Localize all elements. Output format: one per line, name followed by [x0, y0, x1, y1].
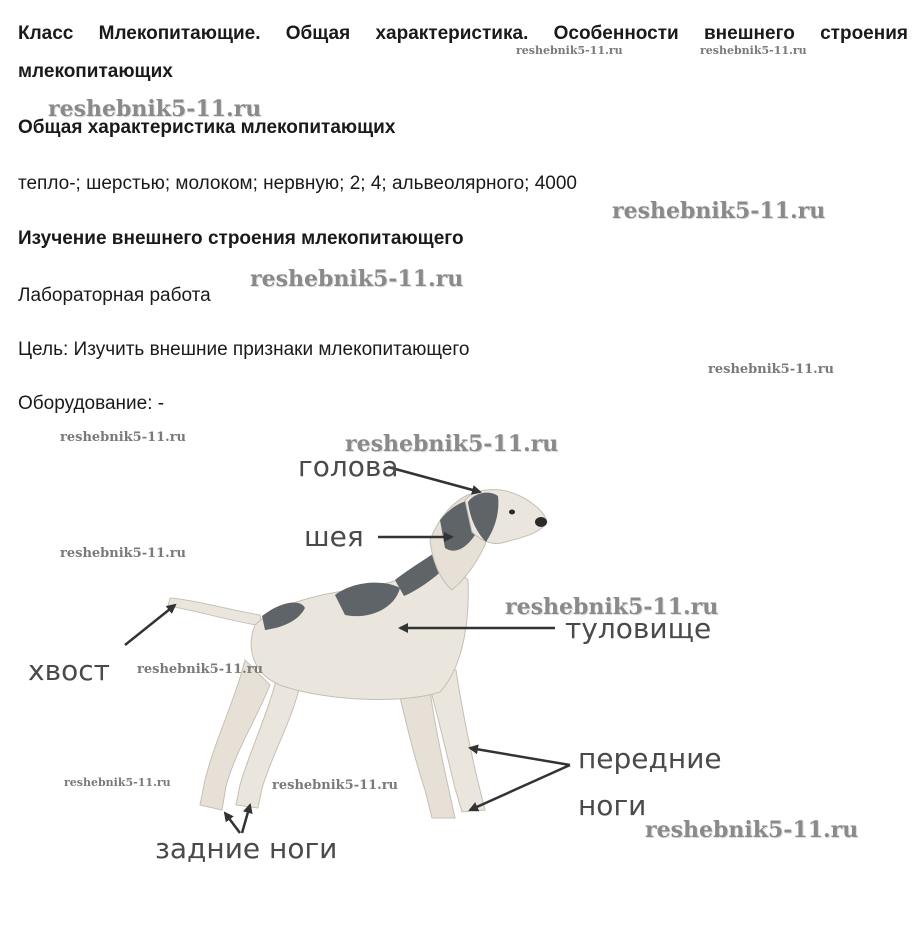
watermark: reshebnik5-11.ru — [272, 778, 399, 793]
equipment-text: Оборудование: - — [18, 393, 165, 414]
main-title: Класс Млекопитающие. Общая характеристика. Особенности внешнего строения млекопитающих — [18, 23, 908, 82]
watermark: reshebnik5-11.ru — [60, 546, 187, 561]
subtitle: Общая характеристика млекопитающих — [18, 117, 396, 138]
watermark: reshebnik5-11.ru — [137, 662, 264, 677]
watermark: reshebnik5-11.ru — [700, 44, 807, 57]
watermark: reshebnik5-11.ru — [708, 362, 835, 377]
label-front-legs-line1: передние — [578, 742, 722, 775]
watermark: reshebnik5-11.ru — [64, 776, 171, 789]
label-front-legs-line2: ноги — [578, 789, 647, 822]
answers-text: тепло-; шерстью; молоком; нервную; 2; 4; альвеолярного; 4000 — [18, 173, 577, 194]
goal-text: Цель: Изучить внешние признаки млекопитающего — [18, 339, 470, 360]
watermark: reshebnik5-11.ru — [612, 198, 826, 224]
label-body: туловище — [565, 612, 712, 645]
section-title: Изучение внешнего строения млекопитающего — [18, 228, 464, 249]
dog-diagram — [0, 430, 917, 927]
watermark: reshebnik5-11.ru — [645, 817, 859, 843]
watermark: reshebnik5-11.ru — [60, 430, 187, 445]
lab-work-label: Лабораторная работа — [18, 285, 211, 306]
watermark: reshebnik5-11.ru — [516, 44, 623, 57]
label-tail: хвост — [28, 654, 110, 687]
label-neck: шея — [304, 520, 364, 553]
label-hind-legs: задние ноги — [155, 832, 338, 865]
label-head: голова — [298, 450, 399, 483]
watermark: reshebnik5-11.ru — [250, 266, 464, 292]
watermark: reshebnik5-11.ru — [505, 594, 719, 620]
watermark: reshebnik5-11.ru — [345, 431, 559, 457]
watermark: reshebnik5-11.ru — [48, 96, 262, 122]
